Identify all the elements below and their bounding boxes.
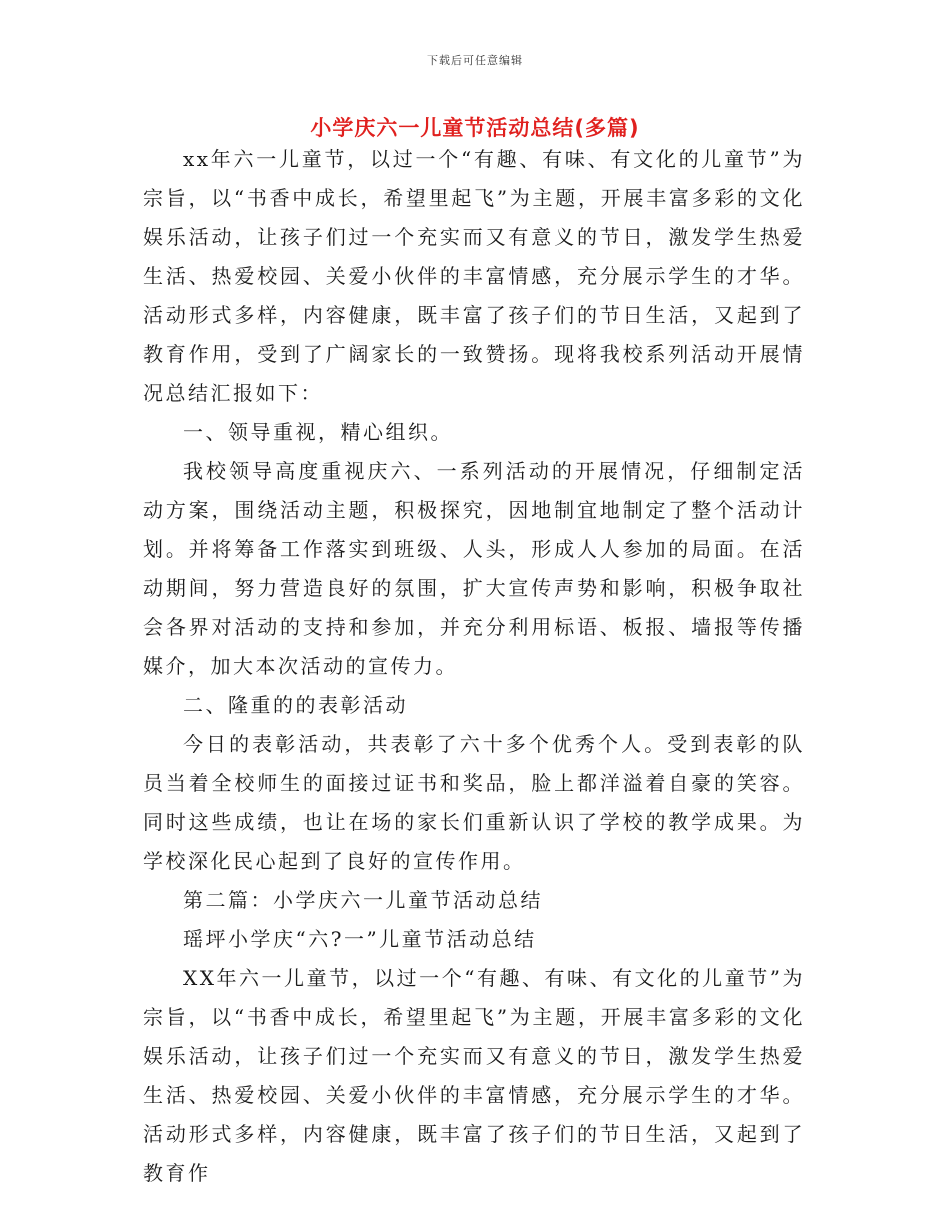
part-subtitle: 瑶坪小学庆“六?一”儿童节活动总结	[183, 927, 537, 951]
document-title: 小学庆六一儿童节活动总结(多篇)	[310, 116, 640, 140]
part-heading: 第二篇：小学庆六一儿童节活动总结	[183, 888, 543, 912]
header-note: 下载后可任意编辑	[427, 54, 523, 67]
body-paragraph: XX年六一儿童节，以过一个“有趣、有味、有文化的儿童节”为宗旨，以“书香中成长，希望里起飞”为主题，开展丰富多彩的文化娱乐活动，让孩子们过一个充实而又有意义的节日，激发学生热爱生活、热爱校园、关爱小伙伴的丰富情感，充分展示学生的才华。活动形式多样，内容健康，既丰富了孩子们的节日生活，又起到了教育作	[143, 966, 805, 1185]
document-body	[143, 140, 805, 1193]
section-heading: 一、领导重视，精心组织。	[183, 420, 453, 444]
section-heading: 二、隆重的的表彰活动	[183, 693, 408, 717]
body-paragraph: 我校领导高度重视庆六、一系列活动的开展情况，仔细制定活动方案，围绕活动主题，积极探究，因地制宜地制定了整个活动计划。并将筹备工作落实到班级、人头，形成人人参加的局面。在活动期间，努力营造良好的氛围，扩大宣传声势和影响，积极争取社会各界对活动的支持和参加，并充分利用标语、板报、墙报等传播媒介，加大本次活动的宣传力。	[143, 459, 805, 678]
body-paragraph: 今日的表彰活动，共表彰了六十多个优秀个人。受到表彰的队员当着全校师生的面接过证书和奖品，脸上都洋溢着自豪的笑容。同时这些成绩，也让在场的家长们重新认识了学校的教学成果。为学校深化民心起到了良好的宣传作用。	[143, 732, 805, 873]
body-paragraph: xx年六一儿童节，以过一个“有趣、有味、有文化的儿童节”为宗旨，以“书香中成长，希望里起飞”为主题，开展丰富多彩的文化娱乐活动，让孩子们过一个充实而又有意义的节日，激发学生热爱生活、热爱校园、关爱小伙伴的丰富情感，充分展示学生的才华。活动形式多样，内容健康，既丰富了孩子们的节日生活，又起到了教育作用，受到了广阔家长的一致赞扬。现将我校系列活动开展情况总结汇报如下：	[143, 147, 805, 405]
